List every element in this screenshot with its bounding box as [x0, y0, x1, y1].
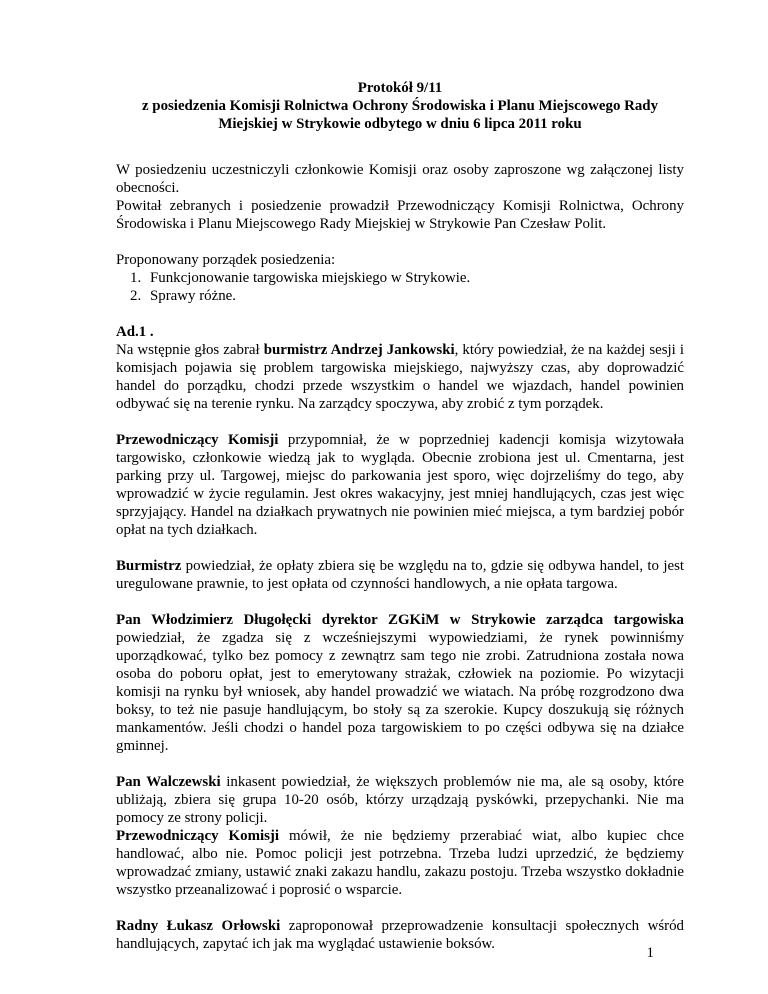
intro-attendance: W posiedzeniu uczestniczyli członkowie Komisji oraz osoby zaproszone wg załączonej listy obecności.: [116, 162, 684, 196]
paragraph-text: przypomniał, że w poprzedniej kadencji komisja wizytowała targowisko, członkowie wiedzą jak to wygląda. Obecnie zrobiona jest ul. Cmentarna, jest parking przy ul. Targowej, miejsc do parkowania jest sporo, więc dojrzeliśmy do tego, aby wprowadzić w życie regulamin. Jest okres wakacyjny, jest mniej handlujących, czas jest więc sprzyjający. Handel na działkach prywatnych nie powinien mieć miejsca, a tym bardziej pobór opłat na tych działkach.: [116, 432, 684, 538]
speaker-name: Przewodniczący Komisji: [116, 828, 279, 844]
paragraph-chairman-2: [116, 827, 684, 899]
paragraph-councillor: [116, 917, 684, 953]
agenda-list: [116, 269, 684, 305]
speaker-name: Pan Walczewski: [116, 774, 221, 790]
paragraph-text: , który powiedział, że na każdej sesji i komisjach pojawia się problem targowiska miejskiego, najwyższy czas, aby doprowadzić handel do porządku, chodzi przede wszystkim o handel we wjazdach, handel powinien odbywać się na terenie rynku. Na zarządcy spoczywa, aby zrobić z tym porządek.: [116, 342, 684, 412]
title-line-3: Miejskiej w Strykowie odbytego w dniu 6 lipca 2011 roku: [218, 116, 582, 132]
paragraph-lead: Na wstępnie głos zabrał: [116, 342, 264, 358]
title-line-2: z posiedzenia Komisji Rolnictwa Ochrony Środowiska i Planu Miejscowego Rady: [141, 98, 659, 114]
agenda-item-number: 2.: [130, 288, 142, 304]
paragraph-mayor-reply: [116, 557, 684, 593]
speaker-name: Pan Włodzimierz Długołęcki dyrektor ZGKiM w Strykowie zarządca targowiska: [116, 612, 684, 628]
paragraph-chairman: [116, 431, 684, 539]
agenda-item: [130, 287, 684, 305]
paragraph-text: zaproponował przeprowadzenie konsultacji społecznych wśród handlujących, zapytać ich jak ma wyglądać ustawienie boksów.: [116, 918, 684, 952]
speaker-name: Radny Łukasz Orłowski: [116, 918, 281, 934]
speaker-name: burmistrz Andrzej Jankowski: [263, 342, 455, 358]
intro-chair: Powitał zebranych i posiedzenie prowadził Przewodniczący Komisji Rolnictwa, Ochrony Środowiska i Planu Miejscowego Rady Miejskiej w Strykowie Pan Czesław Polit.: [116, 198, 684, 232]
agenda-item: [130, 269, 684, 287]
paragraph-text: inkasent powiedział, że większych problemów nie ma, ale są osoby, które ubliżają, zbiera się grupa 10-20 osób, którzy urządzają pyskówki, przepychanki. Nie ma pomocy ze strony policji.: [116, 774, 684, 826]
agenda-item-text: Sprawy różne.: [150, 288, 237, 304]
page-number: 1: [646, 945, 654, 961]
agenda-label: Proponowany porządek posiedzenia:: [116, 252, 336, 268]
paragraph-text: powiedział, że zgadza się z wcześniejszymi wypowiedziami, że rynek powinniśmy uporządkować, tylko bez pomocy z zewnątrz sam tego nie zrobi. Zatrudniona została nowa osoba do poboru opłat, jest to emerytowany strażak, człowiek na poziomie. Po wizytacji komisji na rynku był wniosek, aby handel prowadzić we wiatach. Na próbę rozgrodzono dwa boksy, to też nie pasuje handlującym, bo stoły są za szerokie. Kupcy doszukują się różnych mankamentów. Jeśli chodzi o handel poza targowiskiem to po części odbywa się na działce gminnej.: [116, 630, 684, 754]
paragraph-director: [116, 611, 684, 755]
paragraph-text: powiedział, że opłaty zbiera się be względu na to, gdzie się odbywa handel, to jest uregulowane prawnie, to jest opłata od czynności handlowych, a nie opłata targowa.: [116, 558, 684, 592]
paragraph-collector: [116, 773, 684, 827]
paragraph-mayor: [116, 341, 684, 413]
section-heading: Ad.1 .: [116, 324, 154, 340]
speaker-name: Przewodniczący Komisji: [116, 432, 279, 448]
agenda-item-number: 1.: [130, 270, 142, 286]
speaker-name: Burmistrz: [116, 558, 182, 574]
document-title: [116, 79, 684, 133]
paragraph-text: mówił, że nie będziemy przerabiać wiat, albo kupiec chce handlować, albo nie. Pomoc policji jest potrzebna. Trzeba ludzi uprzedzić, że będziemy wprowadzać zmiany, ustawić znaki zakazu handlu, zakazu postoju. Trzeba wszystko dokładnie wszystko przeanalizować i poprosić o wsparcie.: [116, 828, 684, 898]
title-line-1: Protokół 9/11: [357, 80, 443, 96]
agenda-item-text: Funkcjonowanie targowiska miejskiego w Strykowie.: [150, 270, 471, 286]
